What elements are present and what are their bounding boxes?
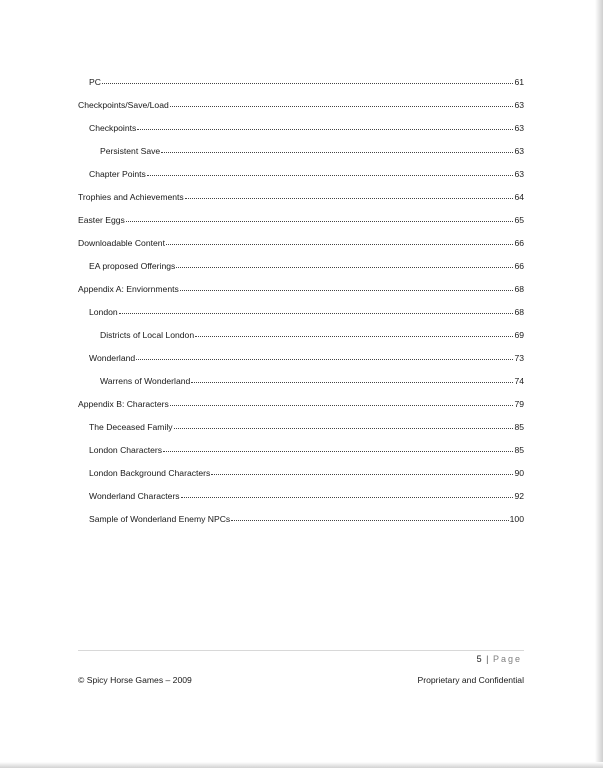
toc-dot-leader: [102, 75, 513, 84]
toc-entry-page: 63: [514, 100, 524, 110]
page-word: Page: [492, 654, 522, 664]
toc-entry-trophies-and-achievements[interactable]: [78, 190, 524, 204]
page-edge-shadow-right: [595, 0, 603, 768]
toc-entry-page: 73: [514, 353, 524, 363]
toc-entry-title: Appendix B: Characters: [78, 399, 169, 409]
toc-dot-leader: [147, 167, 514, 176]
toc-entry-page: 68: [514, 284, 524, 294]
toc-entry-districts-of-local-london[interactable]: [100, 328, 524, 342]
toc-dot-leader: [119, 305, 514, 314]
toc-entry-pc[interactable]: [89, 75, 524, 89]
toc-entry-easter-eggs[interactable]: [78, 213, 524, 227]
toc-entry-chapter-points[interactable]: [89, 167, 524, 181]
toc-entry-page: 64: [514, 192, 524, 202]
footer-divider: [78, 650, 524, 651]
toc-entry-page: 66: [514, 238, 524, 248]
toc-entry-page: 61: [514, 77, 524, 87]
toc-entry-title: Checkpoints: [89, 123, 137, 133]
toc-dot-leader: [126, 213, 514, 222]
toc-entry-persistent-save[interactable]: [100, 144, 524, 158]
toc-dot-leader: [231, 512, 508, 521]
toc-entry-page: 63: [514, 169, 524, 179]
page-edge-shadow-bottom: [0, 762, 603, 768]
toc-entry-page: 90: [514, 468, 524, 478]
toc-entry-title: Warrens of Wonderland: [100, 376, 191, 386]
toc-dot-leader: [170, 98, 514, 107]
toc-dot-leader: [191, 374, 513, 383]
toc-dot-leader: [174, 420, 514, 429]
toc-entry-page: 74: [514, 376, 524, 386]
toc-entry-title: PC: [89, 77, 101, 87]
toc-dot-leader: [163, 443, 513, 452]
page-number-indicator: [477, 652, 522, 666]
toc-entry-page: 68: [514, 307, 524, 317]
toc-dot-leader: [211, 466, 513, 475]
toc-dot-leader: [161, 144, 513, 153]
toc-entry-london-characters[interactable]: [89, 443, 524, 457]
toc-entry-title: Persistent Save: [100, 146, 161, 156]
toc-entry-appendix-b-characters[interactable]: [78, 397, 524, 411]
toc-entry-page: 85: [514, 445, 524, 455]
toc-entry-page: 79: [514, 399, 524, 409]
toc-entry-title: London Characters: [89, 445, 163, 455]
toc-entry-page: 66: [514, 261, 524, 271]
page-number: 5: [476, 654, 482, 664]
toc-entry-page: 63: [514, 123, 524, 133]
toc-entry-checkpoints[interactable]: [89, 121, 524, 135]
toc-entry-warrens-of-wonderland[interactable]: [100, 374, 524, 388]
toc-entry-title: London: [89, 307, 118, 317]
toc-dot-leader: [195, 328, 513, 337]
toc-dot-leader: [166, 236, 513, 245]
toc-entry-page: 92: [514, 491, 524, 501]
toc-entry-title: The Deceased Family: [89, 422, 173, 432]
toc-entry-london-background-characters[interactable]: [89, 466, 524, 480]
toc-dot-leader: [176, 259, 513, 268]
toc-entry-title: Checkpoints/Save/Load: [78, 100, 169, 110]
toc-entry-downloadable-content[interactable]: [78, 236, 524, 250]
toc-entry-title: EA proposed Offerings: [89, 261, 176, 271]
toc-entry-the-deceased-family[interactable]: [89, 420, 524, 434]
footer-copyright: © Spicy Horse Games – 2009: [78, 675, 192, 685]
toc-entry-title: Wonderland: [89, 353, 136, 363]
toc-dot-leader: [180, 282, 514, 291]
toc-dot-leader: [185, 190, 514, 199]
toc-dot-leader: [137, 121, 513, 130]
toc-entry-title: London Background Characters: [89, 468, 211, 478]
toc-entry-title: Trophies and Achievements: [78, 192, 184, 202]
toc-dot-leader: [181, 489, 514, 498]
toc-entry-title: Downloadable Content: [78, 238, 165, 248]
toc-entry-sample-of-wonderland-enemy-npcs[interactable]: [89, 512, 524, 526]
toc-entry-page: 63: [514, 146, 524, 156]
toc-entry-title: Appendix A: Enviornments: [78, 284, 179, 294]
toc-entry-wonderland[interactable]: [89, 351, 524, 365]
toc-dot-leader: [170, 397, 514, 406]
toc-dot-leader: [136, 351, 513, 360]
toc-entry-appendix-a-environments[interactable]: [78, 282, 524, 296]
toc-entry-title: Chapter Points: [89, 169, 146, 179]
toc-entry-title: Sample of Wonderland Enemy NPCs: [89, 514, 231, 524]
toc-entry-wonderland-characters[interactable]: [89, 489, 524, 503]
page-separator: |: [486, 654, 489, 664]
toc-entry-page: 69: [514, 330, 524, 340]
footer-confidentiality: Proprietary and Confidential: [417, 675, 524, 685]
toc-entry-ea-proposed-offerings[interactable]: [89, 259, 524, 273]
toc-entry-page: 65: [514, 215, 524, 225]
toc-entry-london[interactable]: [89, 305, 524, 319]
toc-entry-title: Districts of Local London: [100, 330, 195, 340]
toc-entry-page: 100: [509, 514, 524, 524]
toc-entry-title: Easter Eggs: [78, 215, 125, 225]
toc-entry-page: 85: [514, 422, 524, 432]
toc-entry-title: Wonderland Characters: [89, 491, 180, 501]
toc-entry-checkpoints-save-load[interactable]: [78, 98, 524, 112]
